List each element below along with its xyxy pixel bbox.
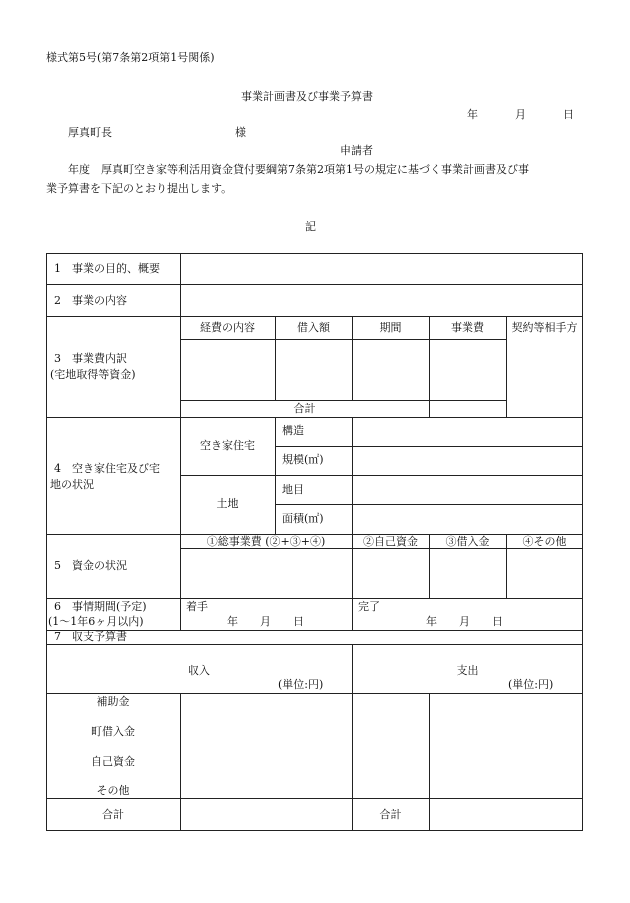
addressee: 厚真町長 — [68, 126, 112, 139]
row5-header-own: ②自己資金 — [363, 535, 418, 548]
income-item-subsidy: 補助金 — [96, 695, 130, 708]
expense-total: 合計 — [379, 808, 402, 821]
row4-label-line1: 4 空き家住宅及び宅 — [54, 462, 160, 475]
row7-label: 7 収支予算書 — [54, 630, 127, 643]
expense-unit: (単位:円) — [508, 678, 554, 691]
income-unit: (単位:円) — [278, 678, 324, 691]
row4-chimoku: 地目 — [282, 483, 304, 496]
form-number: 様式第5号(第7条第2項第1号関係) — [46, 51, 215, 64]
date-month: 月 — [515, 108, 526, 121]
applicant-label: 申請者 — [340, 144, 373, 157]
honorific: 様 — [235, 126, 246, 139]
row3-label-line2: (宅地取得等資金) — [50, 368, 136, 381]
body-text-line1: 年度 厚真町空き家等利活用資金貸付要綱第7条第2項第1号の規定に基づく事業計画書及び事 — [68, 163, 529, 176]
row1-label: 1 事業の目的、概要 — [54, 262, 160, 275]
row3-header-counterparty: 契約等相手方 — [511, 321, 578, 334]
plan-table — [46, 253, 583, 831]
row6-label-line2: (1～1年6ヶ月以内) — [48, 615, 144, 628]
row3-header-expense: 経費の内容 — [200, 321, 255, 334]
row4-land: 土地 — [216, 497, 239, 510]
row6-end-date: 年 月 日 — [426, 615, 503, 628]
row3-label-line1: 3 事業費内訳 — [54, 352, 127, 365]
date-year: 年 — [467, 108, 478, 121]
row5-header-loan: ③借入金 — [445, 535, 490, 548]
row4-label-line2: 地の状況 — [50, 478, 94, 491]
row5-header-other: ④その他 — [522, 535, 567, 548]
row3-header-period: 期間 — [379, 321, 402, 334]
row6-start-date: 年 月 日 — [227, 615, 304, 628]
row4-house: 空き家住宅 — [200, 439, 255, 452]
row5-label: 5 資金の状況 — [54, 559, 127, 572]
income-item-town-loan: 町借入金 — [91, 725, 135, 738]
ki-label: 記 — [305, 220, 316, 233]
row6-label-line1: 6 事情期間(予定) — [54, 600, 147, 613]
date-day: 日 — [563, 108, 574, 121]
row2-label: 2 事業の内容 — [54, 294, 127, 307]
income-header: 収入 — [188, 664, 210, 677]
income-item-other: その他 — [96, 784, 130, 797]
row4-structure: 構造 — [282, 424, 304, 437]
row5-header-total: ①総事業費 (②+③+④) — [206, 535, 326, 548]
row4-scale: 規模(㎡) — [282, 453, 324, 466]
expense-header: 支出 — [456, 664, 479, 677]
row3-total: 合計 — [293, 402, 316, 415]
row6-start-label: 着手 — [186, 600, 208, 613]
row4-area: 面積(㎡) — [282, 512, 324, 525]
row3-header-loan: 借入額 — [297, 321, 330, 334]
income-total: 合計 — [102, 808, 124, 821]
body-text-line2: 業予算書を下記のとおり提出します。 — [46, 182, 233, 195]
income-item-own-funds: 自己資金 — [91, 755, 135, 768]
document-title: 事業計画書及び事業予算書 — [241, 90, 373, 103]
row6-end-label: 完了 — [358, 600, 380, 613]
row3-header-cost: 事業費 — [451, 321, 484, 334]
